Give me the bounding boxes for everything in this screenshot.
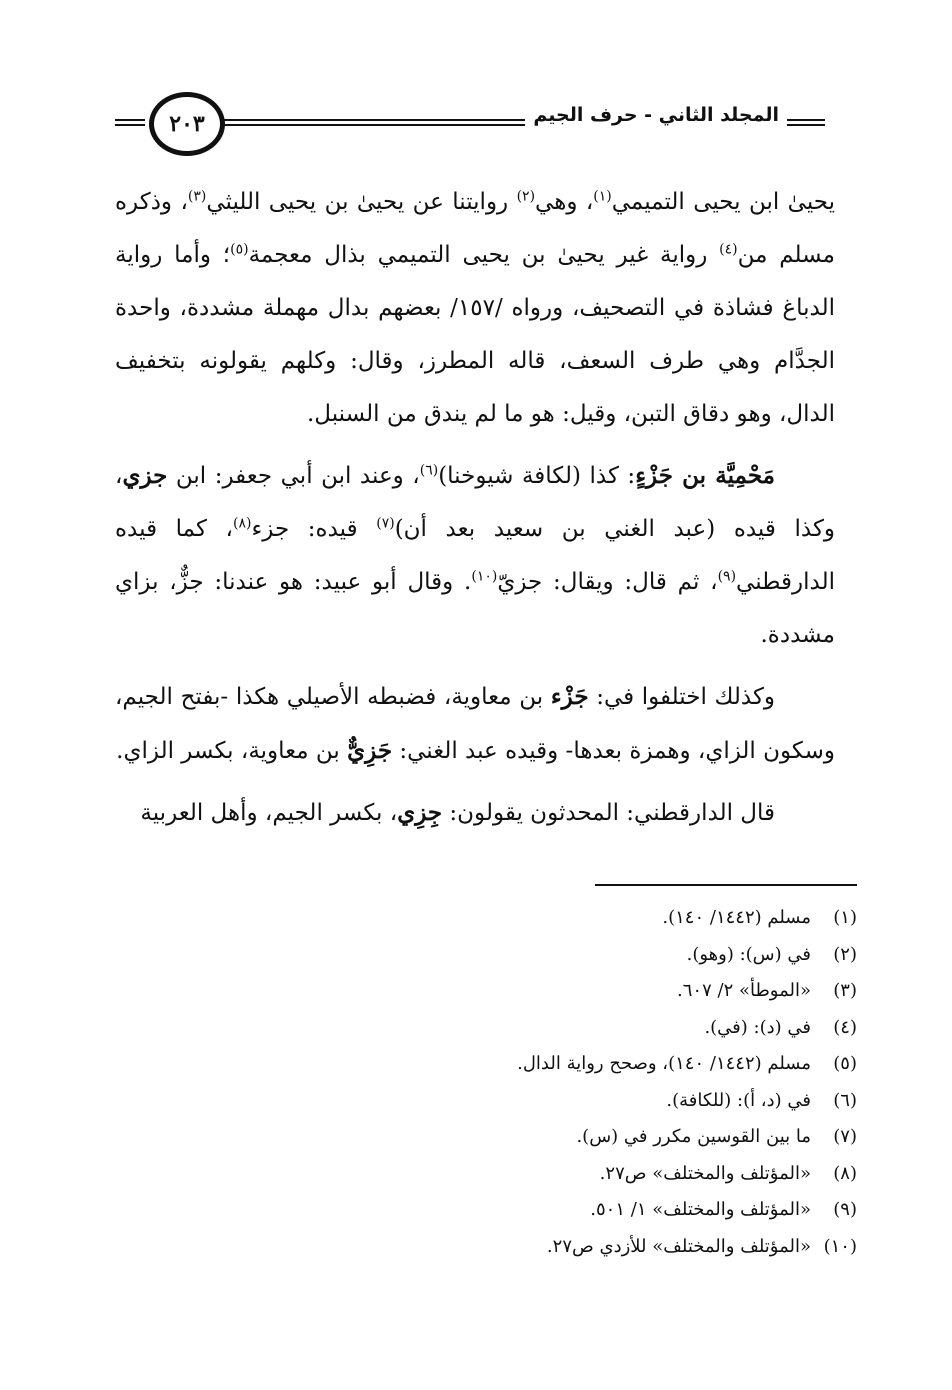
footnote — [157, 1010, 857, 1047]
main-text — [115, 176, 835, 848]
text: وكذلك اختلفوا في: — [588, 684, 776, 710]
footnote — [157, 900, 857, 937]
footnote — [157, 973, 857, 1010]
text: ، وذكره مسلم من — [115, 189, 835, 268]
footnote — [157, 1119, 857, 1156]
text: : كذا (لكافة شيوخنا) — [438, 463, 636, 489]
footnote-number: (١٠) — [823, 1235, 857, 1257]
footnote-text: مسلم (١٤٤٢/ ١٤٠). — [662, 907, 811, 928]
footnote-text: في (د، أ): (للكافة). — [666, 1089, 811, 1111]
footnote — [157, 937, 857, 974]
footnote-ref-5[interactable]: (٥) — [230, 241, 249, 258]
text: بن معاوية، بكسر الزاي. — [116, 738, 348, 764]
footnote-text: مسلم (١٤٤٢/ ١٤٠)، وصحح رواية الدال. — [517, 1053, 811, 1074]
footnote-number: (٧) — [833, 1126, 857, 1147]
text: ، وعند ابن أبي جعفر: ابن — [167, 463, 420, 489]
footnote-number: (٥) — [833, 1053, 857, 1074]
text: بن معاوية، فضبطه الأصيلي هكذا -بفتح الجيم، وسكون الزاي، وهمزة بعدها- وقيده عبد الغني: — [115, 684, 835, 764]
text: ، بكسر الجيم، وأهل العربية — [140, 800, 398, 826]
footnote-ref-7[interactable]: (٧) — [376, 515, 395, 532]
text: قال الدارقطني: المحدثون يقولون: — [442, 800, 775, 826]
footnote-text: في (د): (في). — [704, 1016, 811, 1038]
text: قيده: جزء — [251, 516, 377, 542]
text: ؛ وأما رواية الدباغ فشاذة في التصحيف، ورواه /١٥٧/ بعضهم بدال مهملة مشددة، واحدة الجدَّام وهي طرف السعف، قاله المطرز، وقال: وكلهم يقولونه بتخفيف الدال، وهو دقاق التبن، وقيل: هو ما لم يندق من السنبل. — [115, 242, 835, 427]
text: ، وكذا قيده (عبد الغني بن سعيد بعد أن) — [115, 463, 836, 542]
footnote-number: (٢) — [833, 943, 857, 965]
paragraph-4 — [115, 786, 835, 840]
footnote-number: (١) — [833, 907, 857, 928]
bold-term: جزي — [122, 462, 168, 489]
footnote-ref-4[interactable]: (٤) — [719, 241, 738, 258]
footnote-number: (٩) — [833, 1199, 857, 1220]
footnote — [157, 1229, 857, 1266]
bold-term: جَزْء — [550, 683, 589, 710]
page-number-text: ٢٠٣ — [169, 111, 205, 137]
footnote-ref-8[interactable]: (٨) — [232, 515, 252, 532]
footnote — [157, 1046, 857, 1083]
footnote-number: (٣) — [833, 980, 857, 1001]
footnote — [157, 1192, 857, 1229]
footnote — [157, 1083, 857, 1120]
text: روايتنا عن يحيىٰ بن يحيى الليثي — [206, 189, 517, 215]
footnote — [157, 1156, 857, 1193]
footnote-ref-3[interactable]: (٣) — [187, 188, 207, 205]
entry-heading: مَحْمِيَّة بن جَزْءٍ — [635, 462, 775, 489]
bold-term: جَزِيٌّ — [347, 737, 393, 764]
footnote-text: «المؤتلف والمختلف» ١/ ٥٠١. — [590, 1199, 811, 1220]
footnote-number: (٤) — [833, 1016, 857, 1038]
text: ، ثم قال: ويقال: جزيّ — [497, 569, 718, 595]
footnote-ref-1[interactable]: (١) — [593, 188, 612, 205]
footnote-number: (٦) — [833, 1089, 857, 1111]
footnote-text: «المؤتلف والمختلف» ص٢٧. — [599, 1162, 811, 1184]
paragraph-2 — [115, 449, 835, 662]
footnotes — [157, 900, 857, 1265]
footnote-ref-6[interactable]: (٦) — [419, 462, 439, 479]
text: يحيىٰ ابن يحيى التميمي — [611, 189, 836, 215]
footnote-separator — [595, 884, 857, 886]
text: ، كما قيده الدارقطني — [115, 516, 835, 595]
footnote-text: «المؤتلف والمختلف» للأزدي ص٢٧. — [546, 1235, 811, 1257]
paragraph-3 — [115, 670, 835, 778]
text: رواية غير يحيىٰ بن يحيى التميمي بذال معجمة — [248, 242, 720, 268]
footnote-text: في (س): (وهو). — [686, 943, 811, 965]
footnote-number: (٨) — [833, 1162, 857, 1184]
text: ، وهي — [535, 189, 594, 215]
footnote-ref-10[interactable]: (١٠) — [471, 568, 498, 585]
text: . وقال أبو عبيد: هو عندنا: جزٌّ، بزاي مشددة. — [115, 569, 835, 648]
paragraph-1 — [115, 176, 835, 441]
running-head: المجلد الثاني - حرف الجيم — [525, 104, 787, 126]
footnote-ref-9[interactable]: (٩) — [717, 568, 737, 585]
footnote-text: «الموطأ» ٢/ ٦٠٧. — [677, 980, 811, 1001]
header-rule-left — [115, 119, 145, 126]
footnote-text: ما بين القوسين مكرر في (س). — [576, 1126, 811, 1147]
page-number — [149, 92, 225, 156]
bold-term: جِزِي — [397, 799, 443, 826]
footnote-ref-2[interactable]: (٢) — [516, 188, 536, 205]
page-header — [115, 92, 825, 152]
